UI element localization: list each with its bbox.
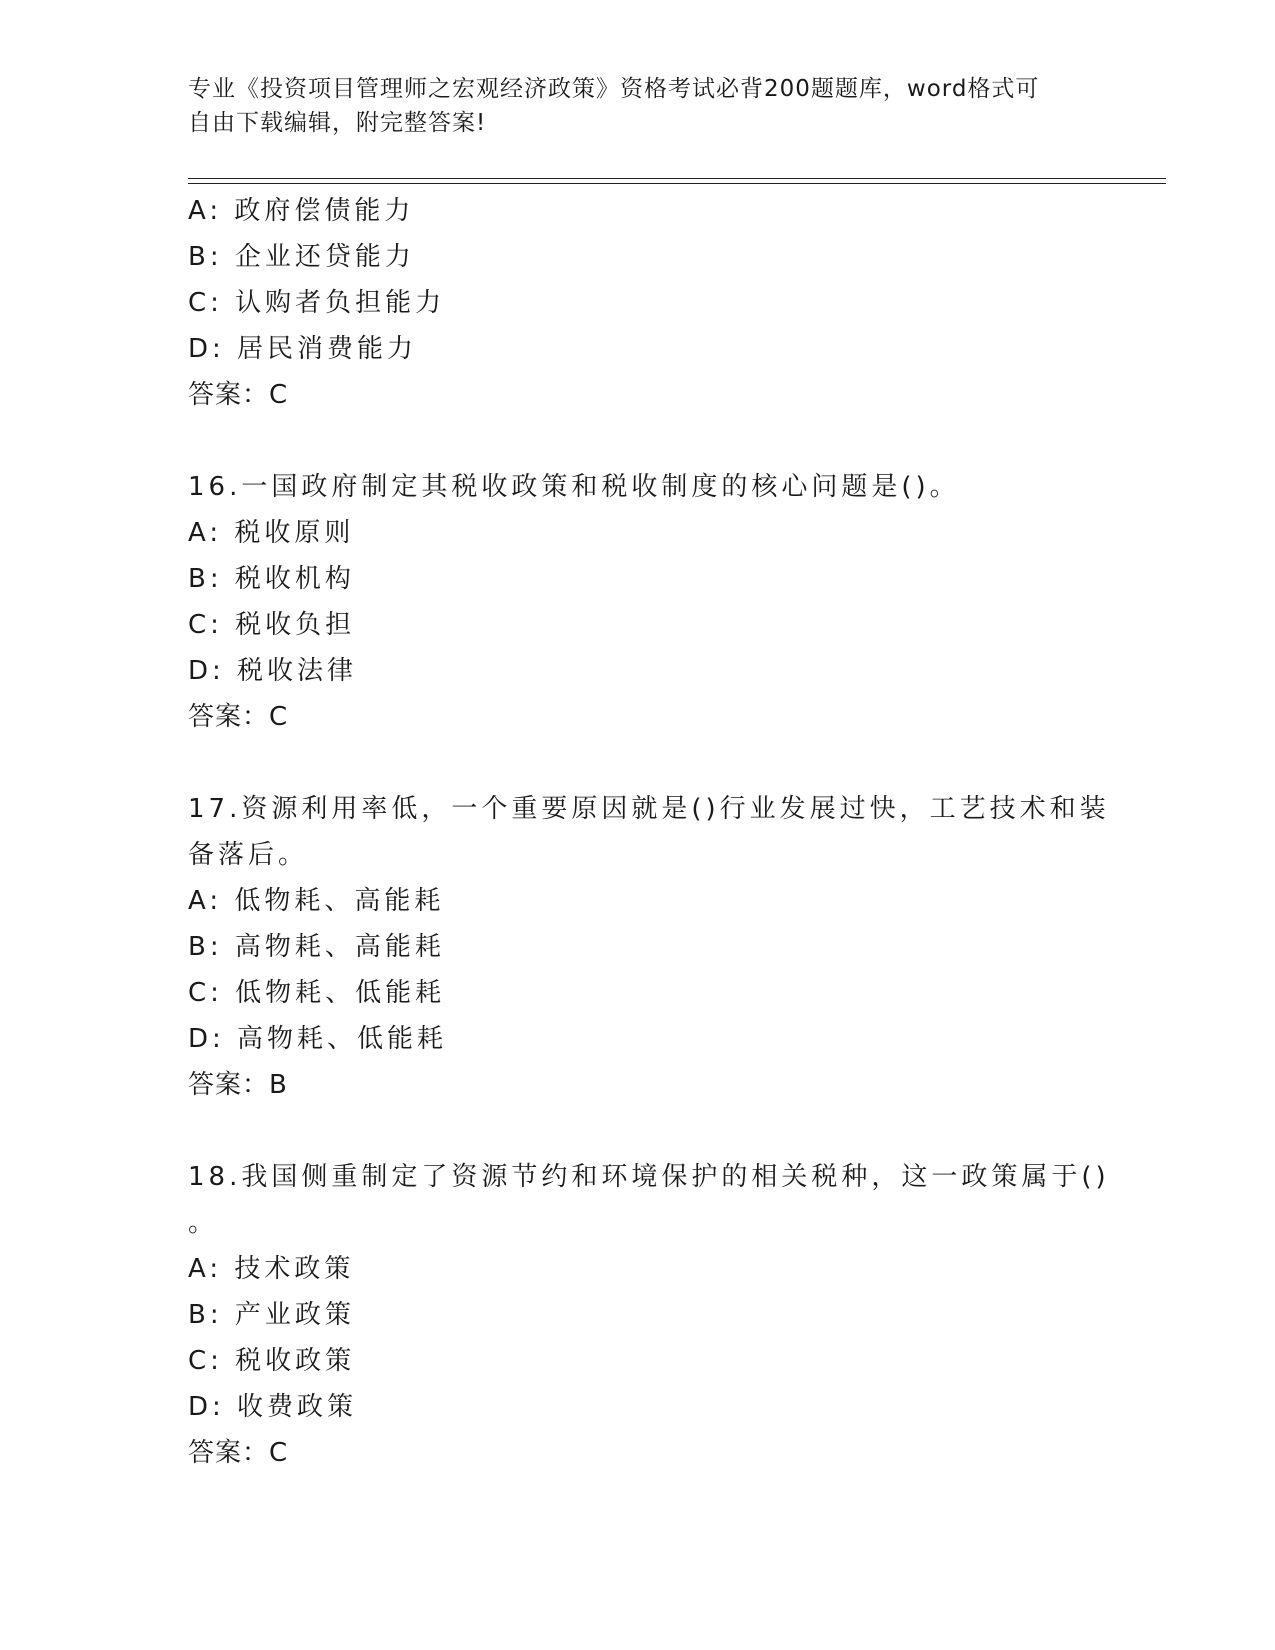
question-text-line-2: 。 xyxy=(188,1208,219,1238)
question-text-line-1: 17.资源利用率低，一个重要原因就是()行业发展过快，工艺技术和装 xyxy=(188,794,1110,824)
answer-line: 答案：B xyxy=(188,1070,288,1100)
spacer xyxy=(188,740,1088,786)
question-17 xyxy=(188,786,1110,1108)
option-c: C: 税收负担 xyxy=(188,610,356,640)
option-b: B: 企业还贷能力 xyxy=(188,242,415,272)
question-15 xyxy=(188,188,1088,418)
option-d: D: 税收法律 xyxy=(188,656,358,686)
question-text-line-2: 备落后。 xyxy=(188,840,309,870)
spacer xyxy=(188,1108,1088,1154)
option-a: A: 税收原则 xyxy=(188,518,355,548)
option-b: B: 产业政策 xyxy=(188,1300,355,1330)
document-header xyxy=(188,72,1068,140)
option-d: D: 高物耗、低能耗 xyxy=(188,1024,448,1054)
answer-line: 答案：C xyxy=(188,380,289,410)
option-c: C: 税收政策 xyxy=(188,1346,356,1376)
option-a: A: 政府偿债能力 xyxy=(188,196,415,226)
question-18 xyxy=(188,1154,1110,1476)
header-divider-bottom xyxy=(188,183,1166,184)
option-d: D: 收费政策 xyxy=(188,1392,358,1422)
answer-line: 答案：C xyxy=(188,1438,289,1468)
option-c: C: 认购者负担能力 xyxy=(188,288,446,318)
option-d: D: 居民消费能力 xyxy=(188,334,418,364)
option-b: B: 税收机构 xyxy=(188,564,355,594)
option-a: A: 低物耗、高能耗 xyxy=(188,886,445,916)
question-16 xyxy=(188,464,1088,740)
option-c: C: 低物耗、低能耗 xyxy=(188,978,446,1008)
question-list xyxy=(188,188,1110,1476)
header-divider-top xyxy=(188,178,1166,179)
option-b: B: 高物耗、高能耗 xyxy=(188,932,445,962)
answer-line: 答案：C xyxy=(188,702,289,732)
header-line-2: 自由下载编辑，附完整答案! xyxy=(188,110,487,136)
question-text: 16.一国政府制定其税收政策和税收制度的核心问题是()。 xyxy=(188,472,960,502)
question-text-line-1: 18.我国侧重制定了资源节约和环境保护的相关税种，这一政策属于() xyxy=(188,1162,1110,1192)
header-line-1: 专业《投资项目管理师之宏观经济政策》资格考试必背200题题库，word格式可 xyxy=(188,76,1040,102)
spacer xyxy=(188,418,1088,464)
option-a: A: 技术政策 xyxy=(188,1254,355,1284)
